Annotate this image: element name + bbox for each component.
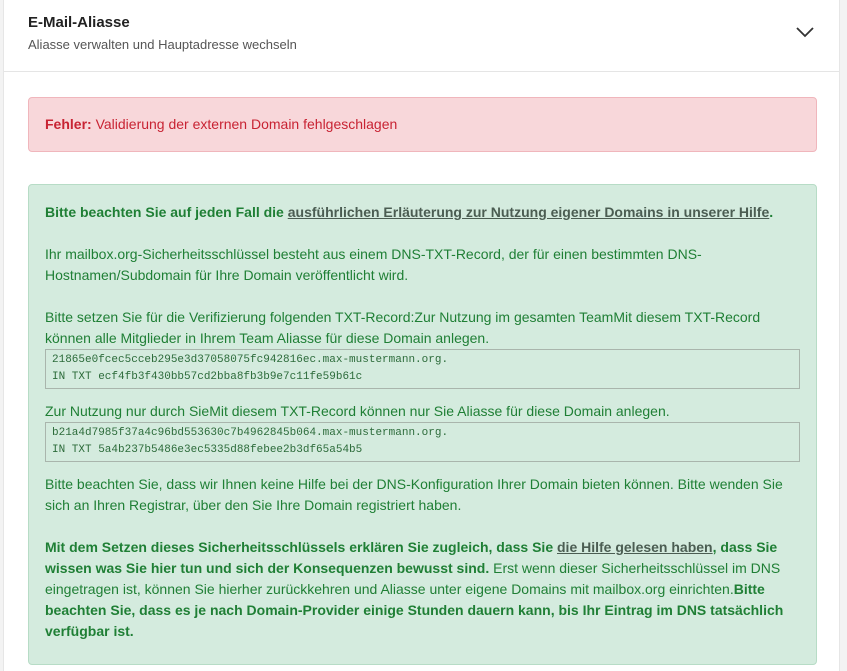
consent-normal: Erst wenn dieser Sicherheitsschlüssel im DNS eingetragen ist, können Sie hierher zurückkehren und Aliasse unter eigene Domains mit mailbox.org einrichten.: [45, 560, 781, 597]
error-alert: [28, 97, 817, 152]
consent-bold-2: , dass Sie wissen was Sie hier tun und sich der Konsequenzen bewusst sind.: [45, 539, 778, 576]
panel-subtitle: Aliasse verwalten und Hauptadresse wechseln: [28, 37, 297, 52]
user-record-host: b21a4d7985f37a4c96bd553630c7b4962845b064.max-mustermann.org.: [52, 427, 449, 439]
key-explanation: Ihr mailbox.org-Sicherheitsschlüssel besteht aus einem DNS-TXT-Record, der für einen bestimmten DNS-Hostnamen/Subdomain für Ihre Domain veröffentlicht wird.: [45, 246, 702, 283]
consent-bold-1: Mit dem Setzen dieses Sicherheitsschlüssels erklären Sie zugleich, dass Sie: [45, 539, 557, 555]
user-record-value: IN TXT 5a4b237b5486e3ec5335d88febee2b3df65a54b5: [52, 444, 363, 456]
help-read-link[interactable]: die Hilfe gelesen haben: [557, 539, 713, 555]
help-link[interactable]: ausführlichen Erläuterung zur Nutzung eigener Domains in unserer Hilfe: [287, 204, 770, 220]
registrar-note: Bitte beachten Sie, dass wir Ihnen keine Hilfe bei der DNS-Konfiguration Ihrer Domain bieten können. Bitte wenden Sie sich an Ihren Registrar, über den Sie Ihre Domain registriert haben.: [45, 476, 783, 513]
chevron-down-icon[interactable]: [794, 22, 816, 42]
team-record-value: IN TXT ecf4fb3f430bb57cd2bba8fb3b9e7c11fe59b61c: [52, 371, 363, 383]
help-note-prefix: Bitte beachten Sie auf jeden Fall die: [45, 204, 288, 220]
panel-title: E-Mail-Aliasse: [28, 14, 130, 31]
panel-header[interactable]: [4, 0, 839, 72]
error-message: Validierung der externen Domain fehlgeschlagen: [95, 116, 398, 132]
team-record-instruction: Bitte setzen Sie für die Verifizierung folgenden TXT-Record:Zur Nutzung im gesamten TeamMit diesem TXT-Record können alle Mitglieder in Ihrem Team Aliasse für diese Domain anlegen.: [45, 309, 761, 346]
user-record-instruction: Zur Nutzung nur durch SieMit diesem TXT-Record können nur Sie Aliasse für diese Domain anlegen.: [45, 403, 670, 419]
team-record-host: 21865e0fcec5cceb295e3d37058075fc942816ec.max-mustermann.org.: [52, 354, 449, 366]
consent-bold-3: Bitte beachten Sie, dass es je nach Domain-Provider einige Stunden dauern kann, bis Ihr Eintrag im DNS tatsächlich verfügbar ist.: [45, 581, 784, 639]
help-note: [45, 202, 800, 223]
user-txt-record[interactable]: [45, 422, 800, 462]
error-label: Fehler:: [45, 116, 92, 132]
aliases-panel: [3, 0, 840, 671]
team-txt-record[interactable]: [45, 349, 800, 389]
info-alert: [28, 184, 817, 665]
consent-note: [45, 537, 800, 642]
help-note-suffix: .: [769, 204, 774, 220]
